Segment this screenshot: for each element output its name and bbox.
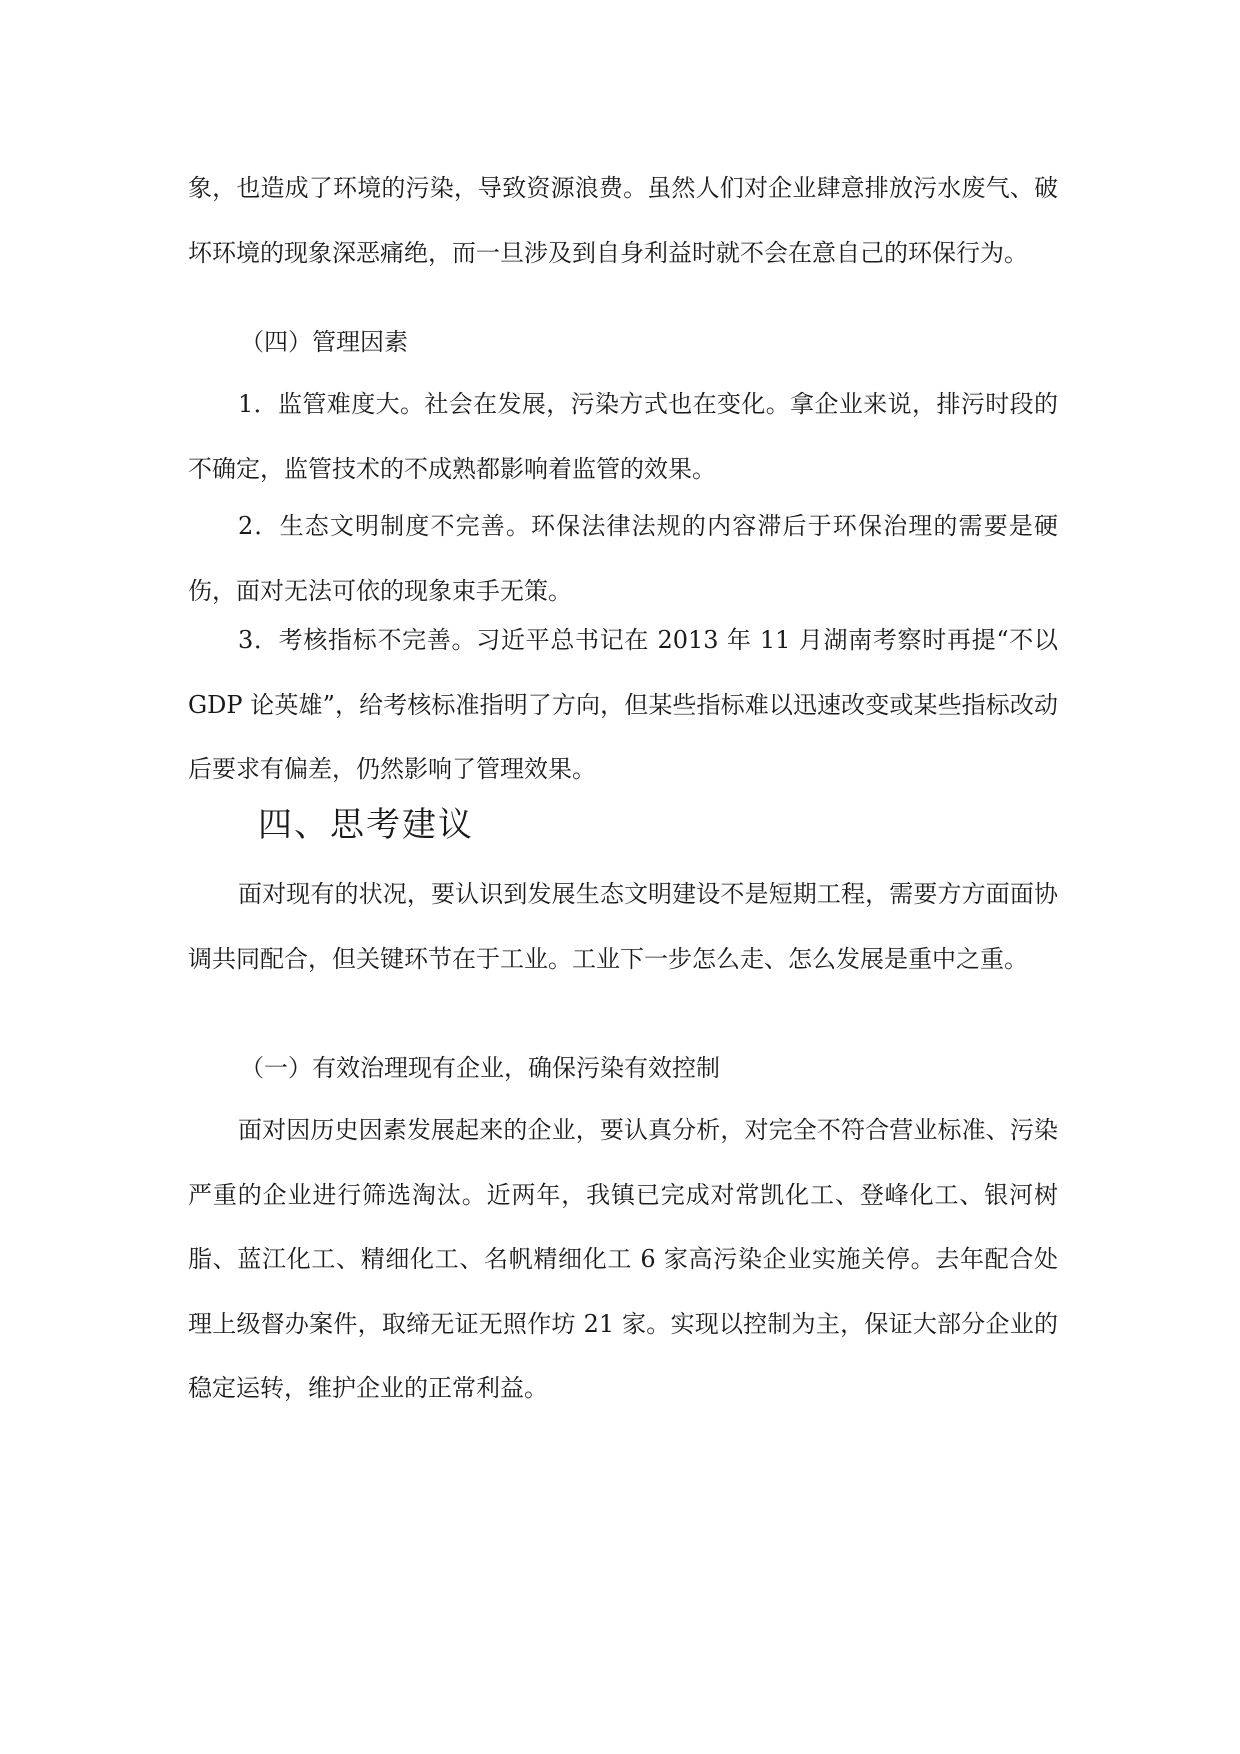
paragraph-item-3: 3．考核指标不完善。习近平总书记在 2013 年 11 月湖南考察时再提“不以 GDP 论英雄”，给考核标准指明了方向，但某些指标难以迅速改变或某些指标改动后要求有偏差，仍然影响了管理效果。 bbox=[188, 626, 1058, 783]
paragraph-continuation: 象，也造成了环境的污染，导致资源浪费。虽然人们对企业肆意排放污水废气、破坏环境的现象深恶痛绝，而一旦涉及到自身利益时就不会在意自己的环保行为。 bbox=[188, 174, 1058, 267]
paragraph-item-2: 2．生态文明制度不完善。环保法律法规的内容滞后于环保治理的需要是硬伤，面对无法可依的现象束手无策。 bbox=[188, 512, 1058, 605]
paragraph-intro: 面对现有的状况，要认识到发展生态文明建设不是短期工程，需要方方面面协调共同配合，但关键环节在于工业。工业下一步怎么走、怎么发展是重中之重。 bbox=[188, 880, 1058, 973]
section-heading-management-factors: （四）管理因素 bbox=[240, 328, 408, 356]
paragraph-governance-body: 面对因历史因素发展起来的企业，要认真分析，对完全不符合营业标准、污染严重的企业进行筛选淘汰。近两年，我镇已完成对常凯化工、登峰化工、银河树脂、蓝江化工、精细化工、名帆精细化工 6 家高污染企业实施关停。去年配合处理上级督办案件，取缔无证无照作坊 21 家。实现以控制为主，保证大部分企业的稳定运转，维护企业的正常利益。 bbox=[188, 1116, 1058, 1402]
chapter-heading-suggestions: 四、思考建议 bbox=[258, 805, 474, 845]
section-heading-effective-governance: （一）有效治理现有企业，确保污染有效控制 bbox=[240, 1054, 720, 1082]
paragraph-item-1: 1．监管难度大。社会在发展，污染方式也在变化。拿企业来说，排污时段的不确定，监管技术的不成熟都影响着监管的效果。 bbox=[188, 390, 1058, 483]
